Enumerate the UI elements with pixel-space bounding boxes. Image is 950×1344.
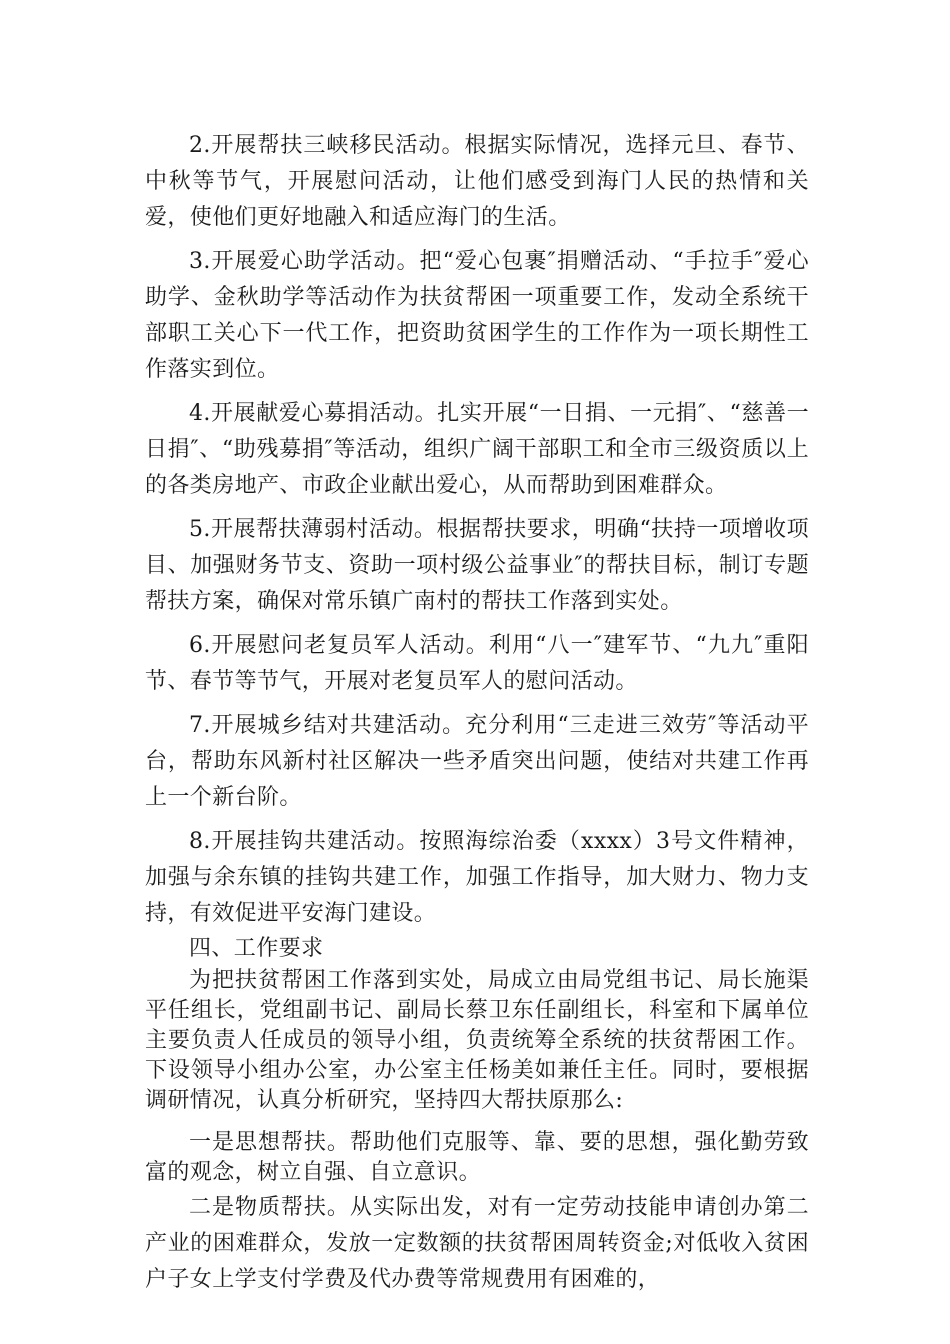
paragraph-item-4: 4.开展献爱心募捐活动。扎实开展“一日捐、一元捐″、“慈善一日捐″、“助残募捐″等活动，组织广阔干部职工和全市三级资质以上的各类房地产、市政企业献出爱心，从而帮助到困难群众。: [145, 401, 809, 498]
paragraph-item-3: 3.开展爱心助学活动。把“爱心包裹″捐赠活动、“手拉手″爱心助学、金秋助学等活动作为扶贫帮困一项重要工作，发动全系统干部职工关心下一代工作，把资助贫困学生的工作作为一项长期性工作落实到位。: [145, 249, 809, 382]
paragraph-item-2: 2.开展帮扶三峡移民活动。根据实际情况，选择元旦、春节、中秋等节气，开展慰问活动，让他们感受到海门人民的热情和关爱，使他们更好地融入和适应海门的生活。: [145, 133, 809, 230]
paragraph-item-5: 5.开展帮扶薄弱村活动。根据帮扶要求，明确“扶持一项增收项目、加强财务节支、资助一项村级公益事业″的帮扶目标，制订专题帮扶方案，确保对常乐镇广南村的帮扶工作落到实处。: [145, 517, 809, 614]
section-heading-work-requirements: 四、工作要求: [189, 936, 324, 961]
paragraph-ideological-support: 一是思想帮扶。帮助他们克服等、靠、要的思想，强化勤劳致富的观念，树立自强、自立意识。: [145, 1130, 809, 1185]
paragraph-item-8: 8.开展挂钩共建活动。按照海综治委（xxxx）3号文件精神，加强与余东镇的挂钩共建工作，加强工作指导，加大财力、物力支持，有效促进平安海门建设。: [145, 829, 809, 926]
paragraph-material-support: 二是物质帮扶。从实际出发，对有一定劳动技能申请创办第二产业的困难群众，发放一定数额的扶贫帮困周转资金;对低收入贫困户子女上学支付学费及代办费等常规费用有困难的，: [145, 1195, 809, 1292]
paragraph-item-6: 6.开展慰问老复员军人活动。利用“八一″建军节、“九九″重阳节、春节等节气，开展对老复员军人的慰问活动。: [145, 633, 809, 694]
paragraph-item-7: 7.开展城乡结对共建活动。充分利用“三走进三效劳″等活动平台，帮助东风新村社区解决一些矛盾突出问题，使结对共建工作再上一个新台阶。: [145, 713, 809, 810]
document-body: [145, 128, 809, 1300]
paragraph-organization: 为把扶贫帮困工作落到实处，局成立由局党组书记、局长施渠平任组长，党组副书记、副局长蔡卫东任副组长，科室和下属单位主要负责人任成员的领导小组，负责统筹全系统的扶贫帮困工作。下设领导小组办公室，办公室主任杨美如兼任主任。同时，要根据调研情况，认真分析研究，坚持四大帮扶原那么:: [145, 968, 809, 1113]
